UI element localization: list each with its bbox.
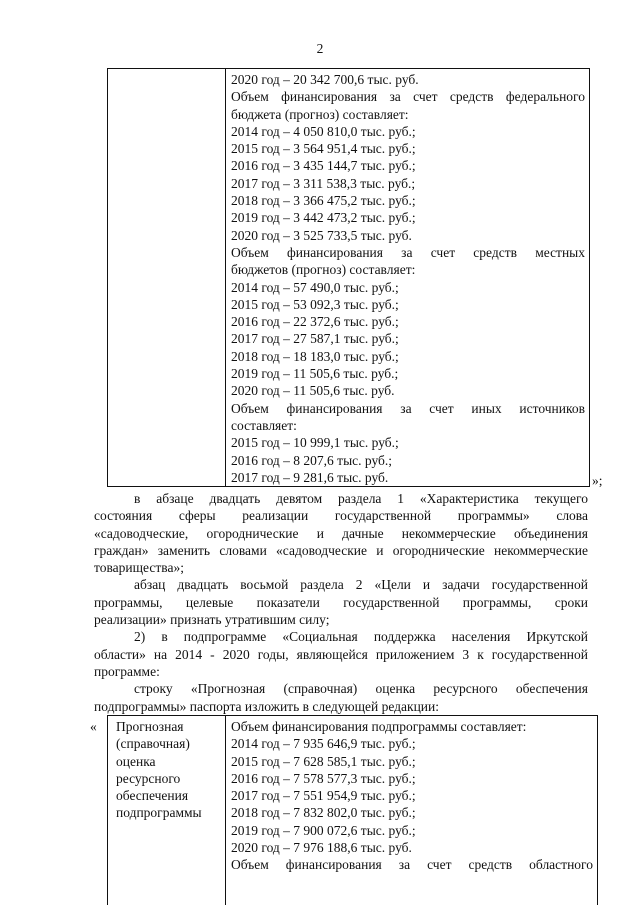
paragraph-4 [94, 680, 588, 715]
funding-line: 2016 год – 3 435 144,7 тыс. руб.; [231, 158, 416, 174]
text-line: граждан» заменить словами «садоводческие и огороднические некоммерческие [94, 542, 588, 558]
funding-line: 2014 год – 7 935 646,9 тыс. руб.; [231, 736, 416, 752]
text-line: области» на 2014 - 2020 годы, являющейся приложением 3 к государственной [94, 646, 588, 662]
funding-line: 2017 год – 3 311 538,3 тыс. руб.; [231, 175, 416, 191]
funding-line: Объем финансирования за счет средств федерального [231, 89, 585, 105]
funding-line: 2016 год – 8 207,6 тыс. руб.; [231, 452, 393, 468]
paragraph-3 [94, 628, 588, 680]
funding-line: Объем финансирования за счет средств областного [231, 857, 593, 873]
funding-line: 2020 год – 3 525 733,5 тыс. руб. [231, 227, 412, 243]
row-heading-line: (справочная) [116, 736, 190, 752]
funding-line: 2020 год – 7 976 188,6 тыс. руб. [231, 840, 412, 856]
funding-line: 2017 год – 27 587,1 тыс. руб.; [231, 331, 399, 347]
funding-line: 2020 год – 20 342 700,6 тыс. руб. [231, 72, 419, 87]
funding-line: Объем финансирования подпрограммы составляет: [231, 719, 527, 734]
funding-line: 2014 год – 57 490,0 тыс. руб.; [231, 279, 399, 295]
paragraph-2 [94, 576, 588, 628]
text-line: 2) в подпрограмме «Социальная поддержка населения Иркутской [134, 629, 588, 645]
amendment-text [94, 490, 588, 715]
funding-line: 2019 год – 11 505,6 тыс. руб.; [231, 366, 399, 382]
table-left-cell [108, 716, 226, 905]
funding-line: 2014 год – 4 050 810,0 тыс. руб.; [231, 123, 416, 139]
text-line: строку «Прогнозная (справочная) оценка ресурсного обеспечения [134, 681, 588, 697]
funding-line: Объем финансирования за счет иных источников [231, 400, 585, 416]
funding-line: 2015 год – 53 092,3 тыс. руб.; [231, 296, 399, 312]
table-right-cell [231, 71, 585, 486]
funding-line: составляет: [231, 417, 297, 433]
funding-line: 2017 год – 7 551 954,9 тыс. руб.; [231, 788, 416, 804]
funding-line: бюджетов (прогноз) составляет: [231, 262, 416, 278]
funding-line: 2020 год – 11 505,6 тыс. руб. [231, 383, 395, 399]
funding-line: 2018 год – 18 183,0 тыс. руб.; [231, 348, 399, 364]
row-heading-line: оценка [116, 753, 156, 769]
subprogram-funding-table [107, 715, 598, 905]
text-line: в абзаце двадцать девятом раздела 1 «Характеристика текущего [134, 491, 588, 506]
row-heading-line: ресурсного [116, 770, 181, 786]
funding-line: 2019 год – 7 900 072,6 тыс. руб.; [231, 822, 416, 838]
funding-line: бюджета (прогноз) составляет: [231, 106, 409, 122]
closing-quote-mark: »; [592, 473, 603, 488]
text-line: товарищества»; [94, 560, 184, 576]
table-right-cell [231, 718, 593, 874]
table-left-cell [108, 69, 226, 486]
text-line: «садоводческие, огороднические и дачные некоммерческие объединения [94, 525, 588, 541]
funding-line: 2019 год – 3 442 473,2 тыс. руб.; [231, 210, 416, 226]
page-number: 2 [316, 41, 324, 56]
text-line: программы, целевые показатели государственной программы, сроки [94, 594, 588, 610]
row-heading-line: Прогнозная [116, 719, 184, 734]
row-heading-line: обеспечения [116, 788, 189, 804]
funding-line: 2015 год – 3 564 951,4 тыс. руб.; [231, 141, 416, 157]
funding-line: 2018 год – 7 832 802,0 тыс. руб.; [231, 805, 416, 821]
funding-line: 2015 год – 10 999,1 тыс. руб.; [231, 435, 399, 451]
text-line: программе: [94, 663, 160, 679]
funding-line: 2016 год – 7 578 577,3 тыс. руб.; [231, 770, 416, 786]
paragraph-1 [94, 490, 588, 576]
text-line: абзац двадцать восьмой раздела 2 «Цели и задачи государственной [134, 577, 588, 593]
funding-line: Объем финансирования за счет средств местных [231, 244, 585, 260]
text-line: реализации» признать утратившим силу; [94, 612, 330, 628]
funding-line: 2016 год – 22 372,6 тыс. руб.; [231, 314, 399, 330]
funding-line: 2015 год – 7 628 585,1 тыс. руб.; [231, 753, 416, 769]
text-line: подпрограммы» паспорта изложить в следующей редакции: [94, 698, 440, 714]
funding-line: 2018 год – 3 366 475,2 тыс. руб.; [231, 193, 416, 209]
funding-line: 2017 год – 9 281,6 тыс. руб. [231, 469, 389, 485]
opening-quote-mark: « [90, 719, 97, 734]
funding-table-continuation [107, 68, 590, 487]
text-line: состояния сферы реализации государственной программы» слова [94, 508, 588, 524]
row-heading-line: подпрограммы [116, 805, 202, 821]
